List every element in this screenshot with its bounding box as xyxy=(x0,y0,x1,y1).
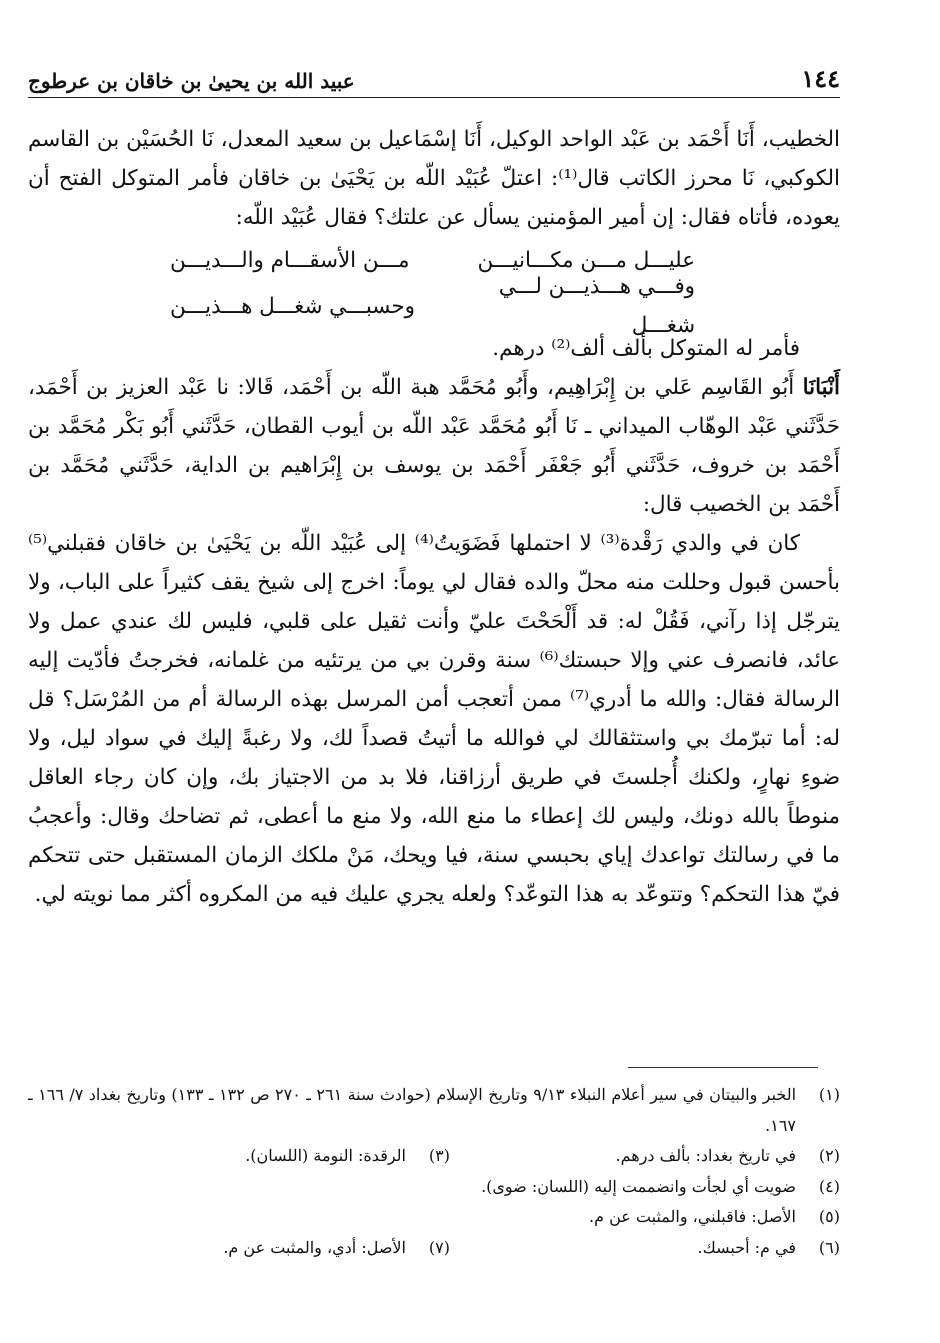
footnote-3 xyxy=(60,1141,450,1172)
verse-1-first-hemistich: عليـــل مـــن مكـــانيـــن xyxy=(477,247,695,273)
paragraph-3-text: أَبُو القَاسِم عَلي بن إِبْرَاهِيم، وأَبُو مُحَمَّد هبة اللّه بن أَحْمَد، قَالا: نا عَبْد العزيز بن أَحْمَد، حَدَّثَني عَبْد الوهّاب الميداني ـ نَا أَبُو مُحَمَّد عَبْد اللّه بن أيوب القطان، حَدَّثَني أَبُو بَكْر مُحَمَّد بن أَحْمَد بن خروف، حَدَّثَني أَبُو جَعْفَر أَحْمَد بن يوسف بن إِبْرَاهيم بن الداية، حَدَّثَني مُحَمَّد بن أَحْمَد بن الخصيب قال: xyxy=(28,375,840,517)
footnote-2 xyxy=(450,1141,840,1172)
footnote-7 xyxy=(60,1233,450,1264)
footnote-5-text: الأصل: فاقبلني، والمثبت عن م. xyxy=(588,1207,796,1226)
footnote-3-text: الرقدة: النومة (اللسان). xyxy=(245,1146,406,1165)
footnote-7-text: الأصل: أدي، والمثبت عن م. xyxy=(223,1237,406,1257)
verse-2-second-hemistich: وحسبـــي شغـــل هـــذيـــن xyxy=(170,293,415,319)
paragraph-3 xyxy=(28,368,840,524)
footnote-4-number: (٤) xyxy=(818,1176,840,1196)
footnote-2-text: في تاريخ بغداد: بألف درهم. xyxy=(615,1146,796,1165)
footnote-6 xyxy=(450,1233,840,1264)
paragraph-3-lead-word: أَنْبَانَا xyxy=(802,375,840,400)
footnote-3-number: (٣) xyxy=(428,1146,450,1165)
footnotes xyxy=(28,1080,840,1263)
footnote-row-2-3 xyxy=(28,1141,840,1172)
footnote-1-number: (١) xyxy=(818,1085,840,1104)
main-text xyxy=(28,120,840,914)
footnote-7-number: (٧) xyxy=(428,1237,450,1257)
verse-2-first-hemistich: وفـــي هـــذيـــن لـــي شغـــل xyxy=(498,274,695,338)
footnote-6-text: في م: أحبسك. xyxy=(697,1237,796,1257)
footnote-1-text: الخبر والبيتان في سير أعلام النبلاء ٩/١٣ وتاريخ الإسلام (حوادث سنة ٢٦١ ـ ٢٧٠ ص ١٣٢ ـ ١٣٣) وتاريخ بغداد ٧/ ١٦٦ ـ ١٦٧. xyxy=(28,1085,797,1135)
verse-1-second-hemistich: مـــن الأسقـــام والـــديـــن xyxy=(170,247,410,273)
verse-line-2 xyxy=(28,274,840,338)
paragraph-4: كان في والدي رَقْدة⁽³⁾ لا احتملها فَضَوَيتُ⁽⁴⁾ إلى عُبَيْد اللّه بن يَحْيَىٰ بن خاقان فقبلني⁽⁵⁾ بأحسن قبول وحللت منه محلّ والده فقال لي يوماً: اخرج إلى شيخ يقف كثيراً على الباب، ولا يترجّل إذا رآني، فَقُلْ له: قد أَلْحَحْتَ عليّ وأنت ثقيل على قلبي، فليس لك عندي عمل ولا عائد، فانصرف عني وإلا حبستك⁽⁶⁾ سنة وقرن بي من يرتئيه من غلمانه، فخرجتُ فأدّيت إليه الرسالة فقال: والله ما أدري⁽⁷⁾ ممن أتعجب أمن المرسل بهذه الرسالة أم من المُرْسَل؟ قل له: أما تبرّمك بي واستثقالك لي فوالله ما أتيتُ قصداً لك، ولا رغبةً إليك في سواد ليل، ولا ضوءِ نهارٍ، ولكنك أُجلستَ في طريق أرزاقنا، فلا بد من الاجتياز بك، وإن كان رجاء العاقل منوطاً بالله دونك، وليس لك إعطاء ما منع الله، ولا منع ما أعطى، ثم تضاحك وقال: وأعجبُ ما في رسالتك تواعدك إياي بحبسي سنة، فيا ويحك، مَنْ ملكك الزمان المستقبل حتى تتحكم فيّ هذا التحكم؟ وتتوعّد به هذا التوعّد؟ ولعله يجري عليك فيه من المكروه أكثر مما نويته لي. xyxy=(28,531,840,907)
paragraph-2: فأمر له المتوكل بألف ألف⁽²⁾ درهم. xyxy=(492,336,800,361)
footnote-separator xyxy=(628,1067,818,1068)
footnote-5-number: (٥) xyxy=(818,1207,840,1226)
footnote-4-text: ضويت أي لجأت وانضممت إليه (اللسان: ضوى). xyxy=(481,1176,796,1196)
page-number: ١٤٤ xyxy=(801,64,840,93)
running-title: عبيد الله بن يحيىٰ بن خاقان بن عرطوج xyxy=(28,69,355,93)
footnote-2-number: (٢) xyxy=(818,1146,840,1165)
paragraph-1: الخطيب، أَنَا أَحْمَد بن عَبْد الواحد الوكيل، أَنَا إسْمَاعيل بن سعيد المعدل، نَا الحُسَيْن بن القاسم الكوكبي، نَا محرز الكاتب قال⁽¹⁾: اعتلّ عُبَيْد اللّه بن يَحْيَىٰ بن خاقان فأمر المتوكل الفتح أن يعوده، فأتاه فقال: إن أمير المؤمنين يسأل عن علتك؟ فقال عُبَيْد اللّه: xyxy=(28,127,840,230)
page-header xyxy=(28,58,840,98)
footnote-4 xyxy=(28,1172,840,1203)
footnote-row-6-7 xyxy=(28,1233,840,1264)
footnote-5 xyxy=(28,1202,840,1233)
footnote-6-number: (٦) xyxy=(818,1237,840,1257)
footnote-1 xyxy=(28,1080,840,1141)
